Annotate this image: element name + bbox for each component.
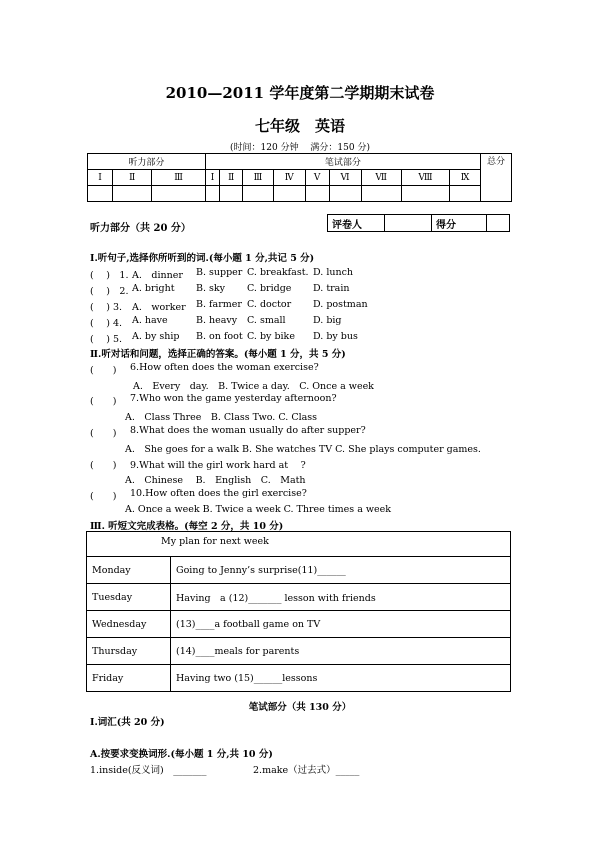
score-label: 得分 <box>432 215 487 232</box>
vocab-subheading: A.按要求变换词形.(每小题 1 分,共 10 分) <box>90 749 273 760</box>
question-text: 10.How often does the girl exercise? <box>130 488 307 499</box>
option-b: B. sky <box>196 283 226 294</box>
vocab-item-1: 1.inside(反义词) _______ <box>90 765 207 776</box>
day-cell: Monday <box>87 557 171 584</box>
col-written-4: Ⅳ <box>273 170 305 186</box>
section1-heading: Ⅰ.听句子,选择你所听到的词.(每小题 1 分,共记 5 分) <box>90 253 315 264</box>
written-part-header: 笔试部分 <box>205 154 480 170</box>
score-cell[interactable] <box>205 186 220 202</box>
score-cell[interactable] <box>305 186 329 202</box>
answer-blank[interactable]: ( ) <box>90 396 117 407</box>
day-cell: Friday <box>87 665 171 692</box>
score-cell[interactable] <box>243 186 274 202</box>
day-cell: Wednesday <box>87 611 171 638</box>
exam-subtitle: 七年级 英语 <box>254 117 345 135</box>
score-cell[interactable] <box>329 186 361 202</box>
answer-blank[interactable]: ( ) <box>90 460 117 471</box>
option-d: D. lunch <box>313 267 354 278</box>
option-a: A. worker <box>132 302 186 313</box>
col-written-6: Ⅵ <box>329 170 361 186</box>
question-8 <box>90 425 366 439</box>
option-b: B. heavy <box>196 315 238 326</box>
question-number: ( ) 4. <box>90 318 123 329</box>
grader-table <box>327 214 510 232</box>
exam-title: 2010—2011 学年度第二学期期末试卷 <box>165 84 435 102</box>
option-c: C. bridge <box>247 283 292 294</box>
option-c: C. small <box>247 315 286 326</box>
col-listening-1: Ⅰ <box>88 170 113 186</box>
question-6 <box>90 362 319 376</box>
score-cell[interactable] <box>487 215 510 232</box>
col-listening-2: Ⅱ <box>113 170 152 186</box>
question-5 <box>90 331 358 345</box>
section3-heading: Ⅲ. 听短文完成表格。(每空 2 分，共 10 分) <box>90 521 284 532</box>
col-written-5: Ⅴ <box>305 170 329 186</box>
option-d: D. train <box>313 283 350 294</box>
question-3 <box>90 299 368 313</box>
options-7: A. Class Three B. Class Two. C. Class <box>125 412 318 423</box>
score-table <box>87 153 512 202</box>
question-number: ( ) 2. <box>90 286 129 297</box>
option-b: B. supper <box>196 267 243 278</box>
question-number: ( ) 5. <box>90 334 123 345</box>
grader-label: 评卷人 <box>328 215 385 232</box>
option-d: D. big <box>313 315 342 326</box>
question-7 <box>90 393 337 407</box>
option-a: A. by ship <box>132 331 180 342</box>
option-c: C. doctor <box>247 299 292 310</box>
col-written-1: Ⅰ <box>205 170 220 186</box>
vocab-item-2: 2.make（过去式）_____ <box>253 765 360 776</box>
time-info: (时间：120 分钟 满分：150 分) <box>230 143 370 153</box>
score-cell[interactable] <box>113 186 152 202</box>
section2-heading: Ⅱ.听对话和问题，选择正确的答案。(每小题 1 分，共 5 分) <box>90 349 346 360</box>
listening-heading: 听力部分（共 20 分） <box>90 223 191 234</box>
plan-cell: (13)____a football game on TV <box>171 611 511 638</box>
listening-part-header: 听力部分 <box>88 154 206 170</box>
question-text: 9.What will the girl work hard at ? <box>130 460 306 471</box>
option-b: B. farmer <box>196 299 242 310</box>
option-b: B. on foot <box>196 331 243 342</box>
question-text: 7.Who won the game yesterday afternoon? <box>130 393 337 404</box>
score-cell[interactable] <box>273 186 305 202</box>
options-8: A. She goes for a walk B. She watches TV C. She plays computer games. <box>125 444 481 455</box>
question-text: 8.What does the woman usually do after supper? <box>130 425 366 436</box>
score-cell[interactable] <box>220 186 243 202</box>
score-cell[interactable] <box>401 186 449 202</box>
options-6: A. Every day. B. Twice a day. C. Once a week <box>133 381 374 392</box>
option-a: A. dinner <box>132 270 183 281</box>
written-heading: 笔试部分（共 130 分） <box>248 702 352 713</box>
grader-cell[interactable] <box>385 215 432 232</box>
col-written-9: Ⅸ <box>450 170 481 186</box>
question-9 <box>90 457 306 471</box>
question-4 <box>90 315 342 329</box>
options-10: A. Once a week B. Twice a week C. Three times a week <box>125 504 392 515</box>
plan-table <box>86 531 511 692</box>
answer-blank[interactable]: ( ) <box>90 365 117 376</box>
question-number: ( ) 1. <box>90 270 129 281</box>
vocab-heading: Ⅰ.词汇(共 20 分) <box>90 717 165 728</box>
question-1 <box>90 267 354 281</box>
question-2 <box>90 283 350 297</box>
score-cell[interactable] <box>361 186 401 202</box>
option-d: D. postman <box>313 299 368 310</box>
col-listening-3: Ⅲ <box>152 170 205 186</box>
score-cell[interactable] <box>152 186 205 202</box>
option-c: C. by bike <box>247 331 295 342</box>
col-written-2: Ⅱ <box>220 170 243 186</box>
plan-cell: Having a (12)_______ lesson with friends <box>171 584 511 611</box>
option-d: D. by bus <box>313 331 358 342</box>
score-cell[interactable] <box>88 186 113 202</box>
question-text: 6.How often does the woman exercise? <box>130 362 319 373</box>
options-9: A. Chinese B. English C. Math <box>125 475 306 486</box>
question-10 <box>90 488 307 502</box>
day-cell: Tuesday <box>87 584 171 611</box>
plan-title: My plan for next week <box>87 532 511 557</box>
plan-cell: Having two (15)______lessons <box>171 665 511 692</box>
day-cell: Thursday <box>87 638 171 665</box>
plan-cell: Going to Jenny’s surprise(11)______ <box>171 557 511 584</box>
score-cell[interactable] <box>450 186 481 202</box>
option-a: A. have <box>132 315 168 326</box>
plan-cell: (14)____meals for parents <box>171 638 511 665</box>
col-written-8: Ⅷ <box>401 170 449 186</box>
answer-blank[interactable]: ( ) <box>90 428 117 439</box>
col-written-3: Ⅲ <box>243 170 274 186</box>
col-written-7: Ⅶ <box>361 170 401 186</box>
option-c: C. breakfast. <box>247 267 309 278</box>
answer-blank[interactable]: ( ) <box>90 491 117 502</box>
option-a: A. bright <box>132 283 175 294</box>
total-header: 总分 <box>481 154 512 202</box>
question-number: ( ) 3. <box>90 302 123 313</box>
